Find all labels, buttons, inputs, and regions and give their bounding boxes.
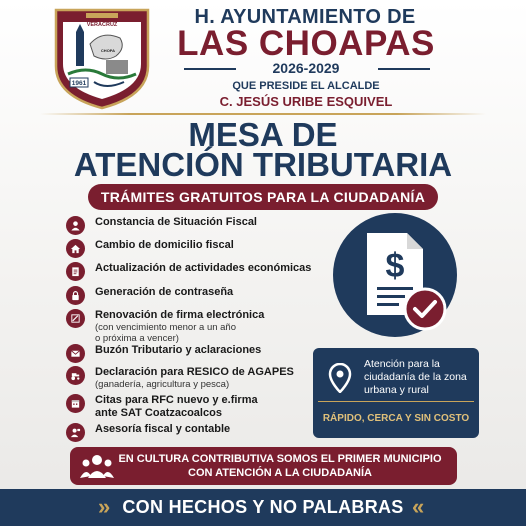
home-icon [66,239,85,258]
person-icon [66,216,85,235]
info-divider [318,401,474,402]
tractor-icon [66,366,85,385]
service-title: Citas para RFC nuevo y e.firma [95,394,258,406]
advisor-icon [66,423,85,442]
people-group-icon [80,452,114,480]
coverage-tagline: RÁPIDO, CERCA Y SIN COSTO [322,413,470,424]
culture-line-1: EN CULTURA CONTRIBUTIVA SOMOS EL PRIMER MUNICIPIO [118,453,442,465]
term-rule-right [378,68,430,70]
service-title: Declaración para RESICO de AGAPES [95,366,294,378]
service-title: Renovación de firma electrónica [95,309,265,321]
tax-document-icon [333,213,457,337]
coverage-text: Atención para la ciudadanía de la zona urbana y rural [364,358,467,396]
lock-icon [66,286,85,305]
seal-map-label: CHOPA [100,48,116,53]
service-title: Asesoría fiscal y contable [95,423,231,435]
calendar-icon [66,394,85,413]
main-title-line-2: ATENCIÓN TRIBUTARIA [73,146,453,183]
culture-line-2: CON ATENCIÓN A LA CIUDADANÍA [188,467,372,479]
municipality-name: LAS CHOAPAS [177,24,435,63]
footer-slogan: CON HECHOS Y NO PALABRAS [122,497,404,517]
service-title-line-2: ante SAT Coatzacoalcos [95,407,222,419]
service-item [66,394,258,420]
culture-message [110,452,450,480]
location-pin-icon [328,363,352,393]
seal-year: 1961 [71,80,87,87]
service-item [66,239,234,258]
signature-icon [66,309,85,328]
service-title: Generación de contraseña [95,286,234,298]
service-note: o próxima a vencer) [95,333,179,344]
service-item [66,344,261,363]
service-note: (ganadería, agricultura y pesca) [95,379,230,390]
service-title: Actualización de actividades económicas [95,262,312,274]
chevron-right-icon: » [98,494,111,519]
service-item [66,262,311,281]
chevron-left-icon: « [412,494,425,519]
check-badge-icon [405,289,445,329]
service-item [66,309,264,344]
main-title-line-1: MESA DE [188,116,338,153]
service-item [66,423,230,442]
service-title: Constancia de Situación Fiscal [95,216,257,228]
service-note: (con vencimiento menor a un año [95,322,236,333]
mayor-name: C. JESÚS URIBE ESQUIVEL [219,94,393,109]
header-prefix: H. AYUNTAMIENTO DE [194,6,416,28]
service-item [66,286,233,305]
mail-icon [66,344,85,363]
clipboard-icon [66,262,85,281]
service-item [66,216,257,235]
header-divider [40,113,486,115]
service-title: Cambio de domicilio fiscal [95,239,234,251]
service-title: Buzón Tributario y aclaraciones [95,344,262,356]
seal-state-label: VERACRUZ [86,22,118,28]
free-services-banner: TRÁMITES GRATUITOS PARA LA CIUDADANÍA [88,184,438,210]
municipal-seal [46,4,158,112]
administration-term: 2026-2029 [272,60,340,76]
presided-by-label: QUE PRESIDE EL ALCALDE [232,80,380,92]
svg-text:$: $ [385,247,405,285]
service-item [66,366,294,390]
